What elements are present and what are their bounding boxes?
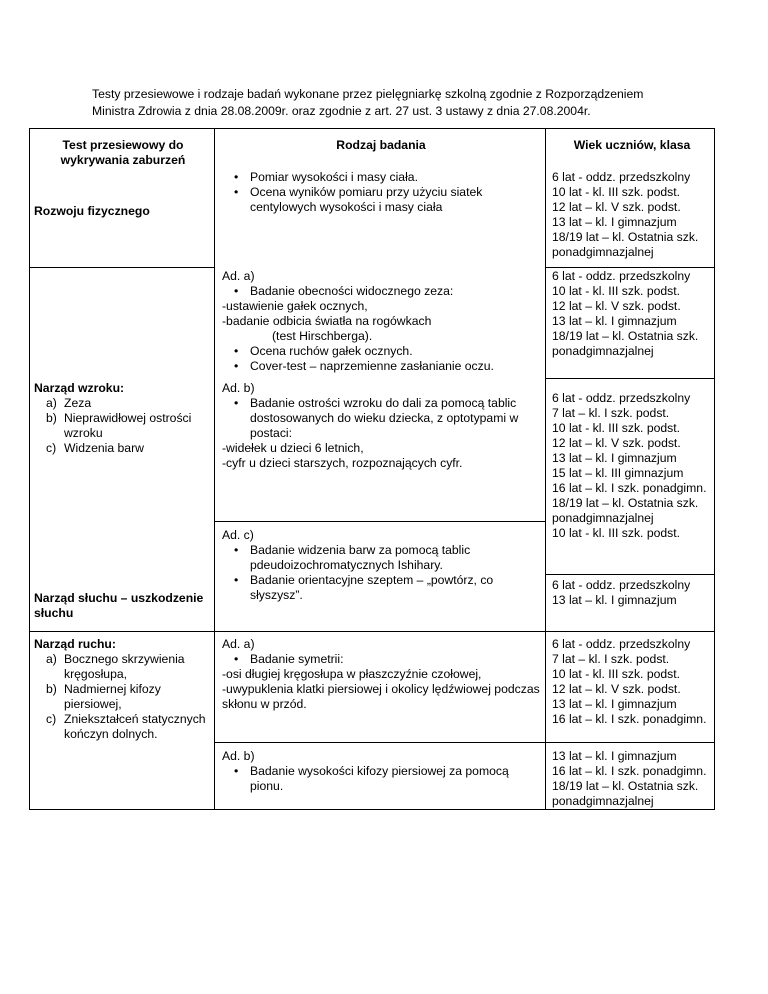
motion-ages-a bbox=[552, 637, 712, 727]
age-line: 12 lat – kl. V szk. podst. bbox=[552, 436, 681, 450]
text-line: (test Hirschberga). bbox=[272, 329, 373, 343]
row-label-physical: Rozwoju fizycznego bbox=[34, 204, 150, 218]
vision-part-a bbox=[222, 269, 542, 374]
age-line: 13 lat – kl. I gimnazjum bbox=[552, 215, 677, 229]
age-line: 12 lat – kl. V szk. podst. bbox=[552, 682, 681, 696]
section-head: Ad. a) bbox=[222, 269, 255, 283]
age-line: 15 lat – kl. III gimnazjum bbox=[552, 466, 684, 480]
text-line: -widełek u dzieci 6 letnich, bbox=[222, 441, 364, 455]
age-line: 12 lat – kl. V szk. podst. bbox=[552, 200, 681, 214]
list-item: b) Nadmiernej kifozy piersiowej, bbox=[46, 682, 161, 711]
list-item: • Badanie ostrości wzroku do dali za pomocą tablic dostosowanych do wieku dziecka, z optotypami w postaci: bbox=[222, 396, 540, 441]
list-item: • Badanie widzenia barw za pomocą tablic pdeudoizochromatycznych Ishihary. bbox=[222, 543, 542, 573]
list-item: c) Zniekształceń statycznych kończyn dolnych. bbox=[46, 712, 206, 741]
section-head: Ad. b) bbox=[222, 749, 255, 763]
list-item: • Cover-test – naprzemienne zasłanianie oczu. bbox=[222, 359, 542, 374]
age-line: 10 lat - kl. III szk. podst. bbox=[552, 526, 681, 540]
motion-part-b bbox=[222, 749, 540, 794]
section-head: Ad. b) bbox=[222, 381, 255, 395]
age-line: 10 lat - kl. III szk. podst. bbox=[552, 421, 681, 435]
age-line: 18/19 lat – kl. Ostatnia szk. ponadgimnazjalnej bbox=[552, 496, 699, 525]
vision-part-c bbox=[222, 528, 542, 603]
age-line: 12 lat – kl. V szk. podst. bbox=[552, 299, 681, 313]
list-item: c) Widzenia barw bbox=[46, 441, 144, 455]
list-item: • Pomiar wysokości i masy ciała. bbox=[222, 170, 540, 185]
age-line: 18/19 lat – kl. Ostatnia szk. ponadgimnazjalnej bbox=[552, 329, 699, 358]
text-line: -cyfr u dzieci starszych, rozpoznających cyfr. bbox=[222, 456, 463, 470]
age-line: 13 lat – kl. I gimnazjum bbox=[552, 314, 677, 328]
age-line: 16 lat – kl. I szk. ponadgimn. bbox=[552, 764, 707, 778]
intro-line: Ministra Zdrowia z dnia 28.08.2009r. oraz zgodnie z art. 27 ust. 3 ustawy z dnia 27.08.2004r. bbox=[92, 104, 591, 118]
vision-title: Narząd wzroku: bbox=[34, 381, 125, 395]
age-line: 10 lat - kl. III szk. podst. bbox=[552, 185, 681, 199]
intro-line: Testy przesiewowe i rodzaje badań wykonane przez pielęgniarkę szkolną zgodnie z Rozporządzeniem bbox=[92, 87, 644, 101]
motion-part-a bbox=[222, 637, 542, 712]
age-line: 13 lat – kl. I gimnazjum bbox=[552, 451, 677, 465]
row-label-vision bbox=[34, 381, 210, 456]
age-line: 7 lat – kl. I szk. podst. bbox=[552, 406, 670, 420]
text-line: -uwypuklenia klatki piersiowej i okolicy lędźwiowej podczas skłonu w przód. bbox=[222, 682, 540, 711]
vision-ages-c bbox=[552, 526, 712, 541]
age-line: 10 lat - kl. III szk. podst. bbox=[552, 667, 681, 681]
row-label-motion bbox=[34, 637, 210, 742]
age-line: 13 lat – kl. I gimnazjum bbox=[552, 593, 677, 607]
row-label-hearing: Narząd słuchu – uszkodzenie słuchu bbox=[34, 591, 204, 620]
text-line: -badanie odbicia światła na rogówkach bbox=[222, 314, 432, 328]
vision-part-b bbox=[222, 381, 540, 471]
list-item: • Ocena wyników pomiaru przy użyciu siatek centylowych wysokości i masy ciała bbox=[222, 185, 540, 215]
age-line: 7 lat – kl. I szk. podst. bbox=[552, 652, 670, 666]
physical-tests bbox=[222, 170, 540, 215]
age-line: 18/19 lat – kl. Ostatnia szk. ponadgimnazjalnej bbox=[552, 230, 699, 259]
age-line: 18/19 lat – kl. Ostatnia szk. ponadgimnazjalnej bbox=[552, 779, 699, 808]
vision-ages-a bbox=[552, 269, 712, 359]
list-item: b) Nieprawidłowej ostrości wzroku bbox=[46, 411, 192, 440]
age-line: 6 lat - oddz. przedszkolny bbox=[552, 269, 691, 283]
intro-text bbox=[92, 86, 692, 120]
text-line: -osi długiej kręgosłupa w płaszczyźnie czołowej, bbox=[222, 667, 482, 681]
column-header-age: Wiek uczniów, klasa bbox=[573, 138, 691, 152]
list-item: a) Zeza bbox=[46, 396, 92, 410]
age-line: 6 lat - oddz. przedszkolny bbox=[552, 578, 691, 592]
section-head: Ad. a) bbox=[222, 637, 255, 651]
motion-ages-b bbox=[552, 749, 712, 809]
vision-ages-b bbox=[552, 391, 712, 526]
age-line: 13 lat – kl. I gimnazjum bbox=[552, 749, 677, 763]
age-line: 6 lat - oddz. przedszkolny bbox=[552, 391, 691, 405]
age-line: 13 lat – kl. I gimnazjum bbox=[552, 697, 677, 711]
list-item: • Badanie wysokości kifozy piersiowej za pomocą pionu. bbox=[222, 764, 540, 794]
hearing-ages bbox=[552, 578, 712, 608]
motion-title: Narząd ruchu: bbox=[34, 637, 116, 651]
age-line: 16 lat – kl. I szk. ponadgimn. bbox=[552, 481, 707, 495]
section-head: Ad. c) bbox=[222, 528, 254, 542]
column-header-exam: Rodzaj badania bbox=[336, 138, 426, 152]
age-line: 6 lat - oddz. przedszkolny bbox=[552, 170, 691, 184]
list-item: a) Bocznego skrzywienia kręgosłupa, bbox=[46, 652, 185, 681]
hearing-test: • Badanie orientacyjne szeptem – „powtórz, co słyszysz”. bbox=[222, 573, 542, 603]
text-line: -ustawienie gałek ocznych, bbox=[222, 299, 368, 313]
list-item: • Ocena ruchów gałek ocznych. bbox=[222, 344, 542, 359]
list-item: • Badanie symetrii: bbox=[222, 652, 542, 667]
age-line: 16 lat – kl. I szk. ponadgimn. bbox=[552, 712, 707, 726]
column-header-test: Test przesiewowy do wykrywania zaburzeń bbox=[60, 138, 186, 167]
list-item: • Badanie obecności widocznego zeza: bbox=[222, 284, 542, 299]
age-line: 10 lat - kl. III szk. podst. bbox=[552, 284, 681, 298]
age-line: 6 lat - oddz. przedszkolny bbox=[552, 637, 691, 651]
physical-ages bbox=[552, 170, 712, 260]
